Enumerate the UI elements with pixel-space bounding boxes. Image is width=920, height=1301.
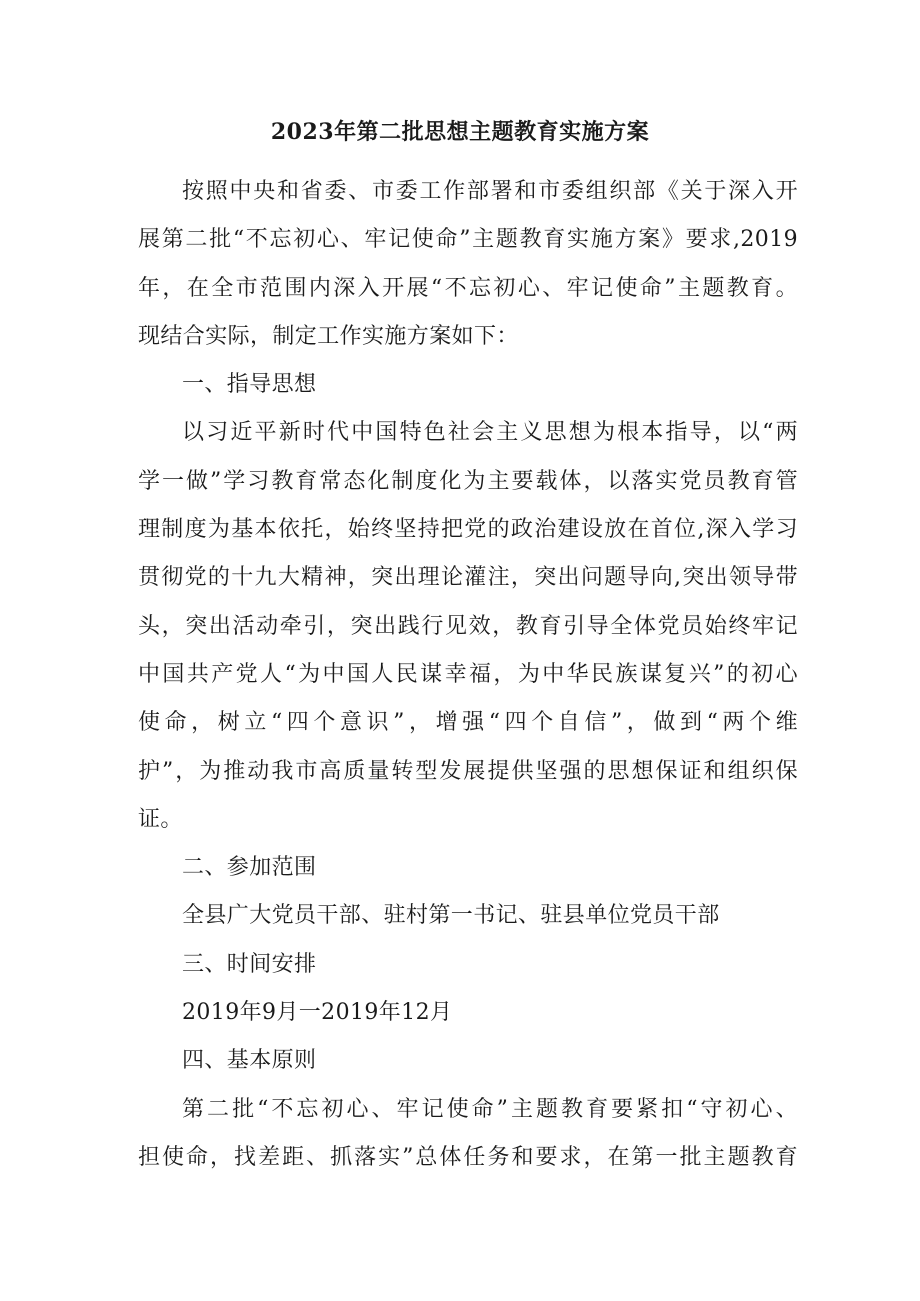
text-line: 全县广大党员干部、驻村第一书记、驻县单位党员干部 bbox=[182, 903, 720, 929]
text-line: 贯彻党的十九大精神，突出理论灌注，突出问题导向,突出领导带 bbox=[138, 565, 798, 591]
text-line: 按照中央和省委、市委工作部署和市委组织部《关于深入开 bbox=[182, 179, 798, 204]
text-line: 证。 bbox=[138, 806, 183, 832]
text-line: 学一做”学习教育常态化制度化为主要载体，以落实党员教育管 bbox=[138, 468, 798, 494]
text-line: 第二批“不忘初心、牢记使命”主题教育要紧扣“守初心、 bbox=[182, 1096, 798, 1122]
text-line: 现结合实际，制定工作实施方案如下： bbox=[138, 323, 519, 349]
text-line: 护”，为推动我市高质量转型发展提供坚强的思想保证和组织保 bbox=[138, 758, 798, 784]
text-line: 展第二批“不忘初心、牢记使命”主题教育实施方案》要求,2019 bbox=[138, 227, 798, 253]
text-line: 2019年9月一2019年12月 bbox=[182, 1000, 453, 1026]
text-line: 中国共产党人“为中国人民谋幸福，为中华民族谋复兴”的初心 bbox=[138, 661, 798, 687]
section-heading: 四、基本原则 bbox=[182, 1048, 317, 1074]
section-heading: 二、参加范围 bbox=[182, 855, 317, 881]
text-line: 以习近平新时代中国特色社会主义思想为根本指导，以“两 bbox=[182, 420, 798, 446]
text-line: 年，在全市范围内深入开展“不忘初心、牢记使命”主题教育。 bbox=[138, 275, 798, 301]
document-body bbox=[138, 168, 798, 1182]
document-title: 2023年第二批思想主题教育实施方案 bbox=[270, 119, 650, 145]
section-heading: 一、指导思想 bbox=[182, 372, 317, 398]
text-line: 使命，树立“四个意识”，增强“四个自信”，做到“两个维 bbox=[138, 710, 798, 736]
text-line: 担使命，找差距、抓落实”总体任务和要求，在第一批主题教育 bbox=[138, 1144, 798, 1170]
text-line: 理制度为基本依托，始终坚持把党的政治建设放在首位,深入学习 bbox=[138, 517, 798, 543]
text-line: 头，突出活动牵引，突出践行见效，教育引导全体党员始终牢记 bbox=[138, 613, 798, 639]
section-heading: 三、时间安排 bbox=[182, 951, 317, 977]
